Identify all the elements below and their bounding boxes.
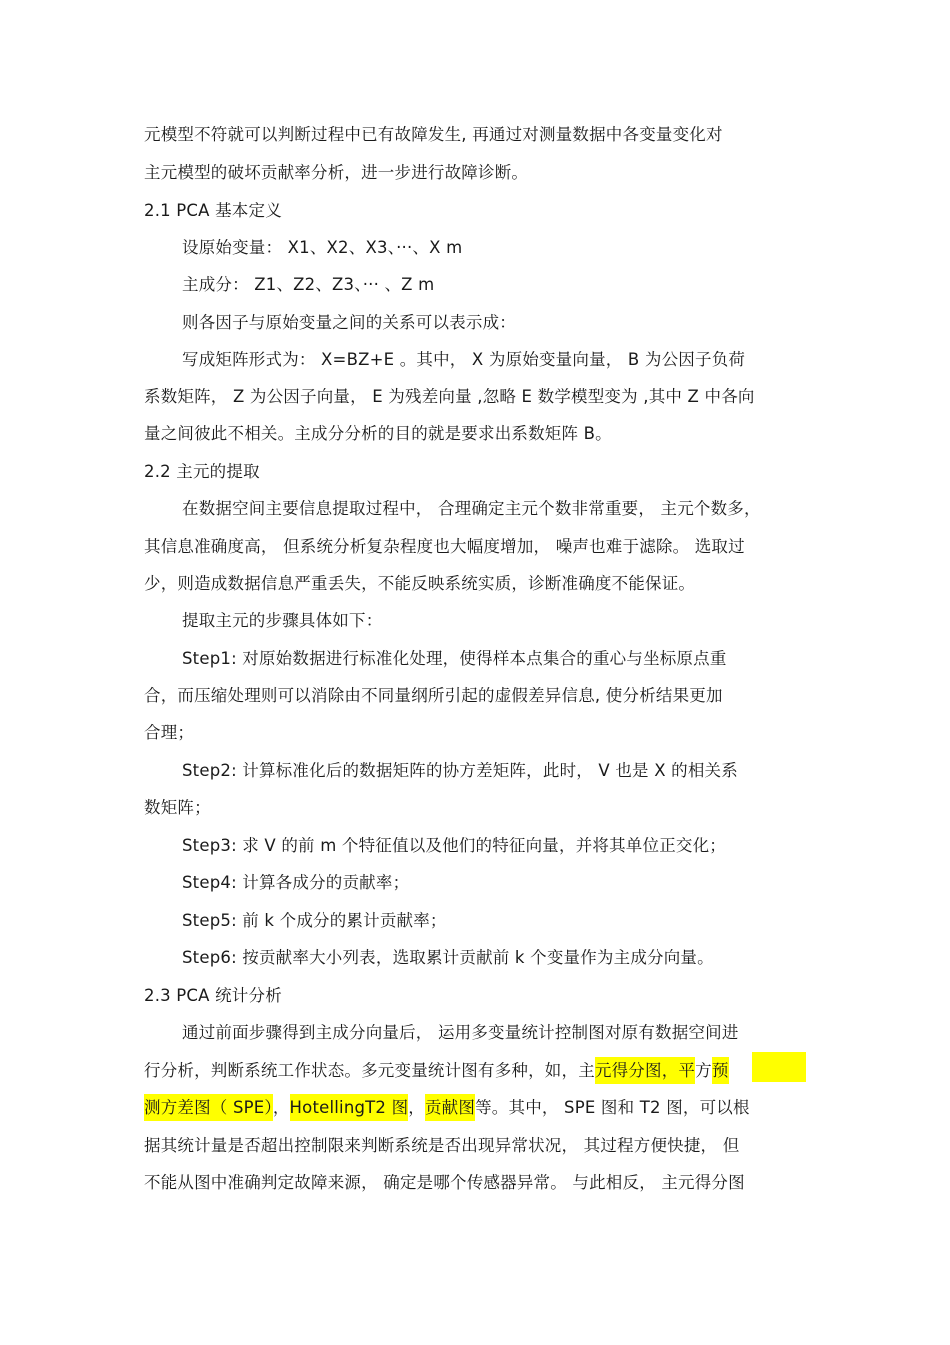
analysis-line-3-text-a: ， — [272, 1098, 290, 1117]
original-variables-line: 设原始变量： X1、X2、X3、···、X m — [182, 238, 463, 257]
principal-components-line: 主成分： Z1、Z2、Z3、··· 、Z m — [182, 275, 435, 294]
section-2-1-heading: 2.1 PCA 基本定义 — [144, 201, 282, 220]
matrix-form-line-3: 量之间彼此不相关。主成分分析的目的就是要求出系数矩阵 B。 — [144, 424, 612, 443]
section-2-2-heading: 2.2 主元的提取 — [144, 462, 260, 481]
step1-line-1: Step1: 对原始数据进行标准化处理，使得样本点集合的重心与坐标原点重 — [182, 649, 727, 668]
step4: Step4: 计算各成分的贡献率； — [182, 873, 410, 892]
highlight-contribution-chart: 贡献图 — [425, 1094, 475, 1121]
highlight-prediction: 预 — [712, 1057, 729, 1084]
step1-line-2: 合，而压缩处理则可以消除由不同量纲所引起的虚假差异信息, 使分析结果更加 — [144, 686, 723, 705]
extraction-para-line-1: 在数据空间主要信息提取过程中， 合理确定主元个数非常重要， 主元个数多， — [182, 499, 761, 518]
step5: Step5: 前 k 个成分的累计贡献率； — [182, 911, 447, 930]
analysis-para-line-5: 不能从图中准确判定故障来源， 确定是哪个传感器异常。 与此相反， 主元得分图 — [144, 1173, 745, 1192]
highlight-hotelling-chart: HotellingT2 图 — [290, 1094, 409, 1121]
analysis-para-line-1: 通过前面步骤得到主成分向量后， 运用多变量统计控制图对原有数据空间进 — [182, 1023, 739, 1042]
extraction-para-line-2: 其信息准确度高， 但系统分析复杂程度也大幅度增加， 噪声也难于滤除。 选取过 — [144, 537, 745, 556]
step1-line-3: 合理； — [144, 723, 195, 742]
analysis-line-3-text-c: 等。其中， SPE 图和 T2 图，可以根 — [475, 1098, 750, 1117]
analysis-para-line-4: 据其统计量是否超出控制限来判断系统是否出现异常状况， 其过程方便快捷， 但 — [144, 1136, 740, 1155]
section-2-3-heading: 2.3 PCA 统计分析 — [144, 986, 282, 1005]
intro-line-2: 主元模型的破坏贡献率分析，进一步进行故障诊断。 — [144, 163, 529, 182]
step2-line-2: 数矩阵； — [144, 798, 211, 817]
analysis-line-2-text-b: 方 — [695, 1061, 712, 1080]
analysis-line-2-text-a: 行分析，判断系统工作状态。多元变量统计图有多种，如，主 — [144, 1061, 595, 1080]
analysis-para-line-3 — [144, 1097, 750, 1119]
matrix-form-line-1: 写成矩阵形式为： X=BZ+E 。其中， X 为原始变量向量， B 为公因子负荷 — [182, 350, 746, 369]
highlight-score-plot: 元得分图，平 — [595, 1057, 695, 1084]
analysis-para-line-2 — [144, 1060, 729, 1082]
highlight-spe-chart: 测方差图（ SPE） — [144, 1094, 273, 1121]
step2-line-1: Step2: 计算标准化后的数据矩阵的协方差矩阵，此时， V 也是 X 的相关系 — [182, 761, 738, 780]
steps-intro: 提取主元的步骤具体如下： — [182, 611, 383, 630]
step3: Step3: 求 V 的前 m 个特征值以及他们的特征向量，并将其单位正交化； — [182, 836, 727, 855]
relation-line: 则各因子与原始变量之间的关系可以表示成： — [182, 313, 516, 332]
intro-line-1: 元模型不符就可以判断过程中已有故障发生, 再通过对测量数据中各变量变化对 — [144, 125, 723, 144]
extraction-para-line-3: 少，则造成数据信息严重丢失，不能反映系统实质，诊断准确度不能保证。 — [144, 574, 696, 593]
analysis-line-3-text-b: ， — [408, 1098, 425, 1117]
matrix-form-line-2: 系数矩阵， Z 为公因子向量， E 为残差向量 ,忽略 E 数学模型变为 ,其中 Z 中各向 — [144, 387, 755, 406]
highlight-extension — [752, 1052, 806, 1082]
step6: Step6: 按贡献率大小列表，选取累计贡献前 k 个变量作为主成分向量。 — [182, 948, 714, 967]
